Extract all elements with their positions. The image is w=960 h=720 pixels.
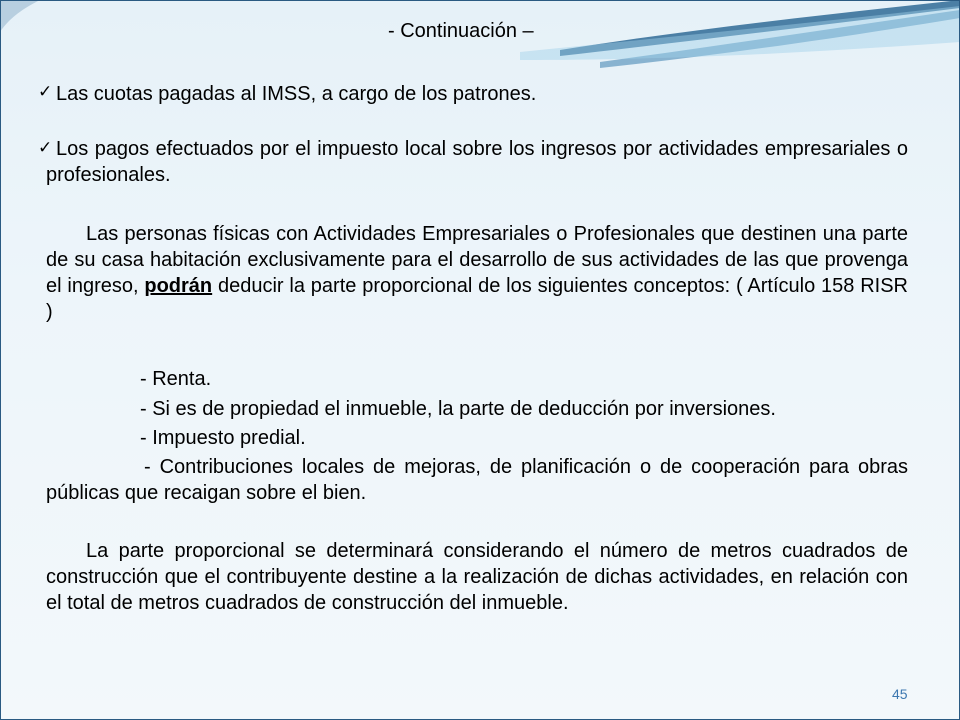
paragraph-text: deducir la parte proporcional de los siguientes conceptos: ( Artículo 158 RISR ) [46, 275, 908, 323]
emphasis-word: podrán [144, 275, 213, 297]
concept-item-property-tax: - Impuesto predial. [140, 427, 306, 449]
page-number: 45 [892, 686, 908, 702]
concept-item-investment: - Si es de propiedad el inmueble, la parte de deducción por inversiones. [140, 398, 776, 420]
bullet-item-2: Los pagos efectuados por el impuesto local sobre los ingresos por actividades empresariales o profesionales. [46, 138, 908, 186]
concept-item-rent: - Renta. [140, 368, 212, 390]
paragraph-text: Las personas físicas con Actividades Empresariales o Profesionales que destinen una parte de su casa habitación exclusivamente para el desarrollo de sus actividades de las que provenga el ingreso, [46, 223, 908, 297]
slide-title: - Continuación – [388, 20, 534, 42]
checkmark-icon: ✓ [38, 82, 53, 101]
bullet-item-1: Las cuotas pagadas al IMSS, a cargo de los patrones. [56, 83, 537, 105]
concept-item-contributions: - Contribuciones locales de mejoras, de planificación o de cooperación para obras públicas que recaigan sobre el bien. [46, 456, 908, 504]
paragraph-proportional-part: La parte proporcional se determinará considerando el número de metros cuadrados de construcción que el contribuyente destine a la realización de dichas actividades, en relación con el total de metros cuadrados de construcción del inmueble. [46, 540, 908, 614]
paragraph-deductions-intro [46, 221, 908, 325]
checkmark-icon: ✓ [38, 138, 53, 157]
